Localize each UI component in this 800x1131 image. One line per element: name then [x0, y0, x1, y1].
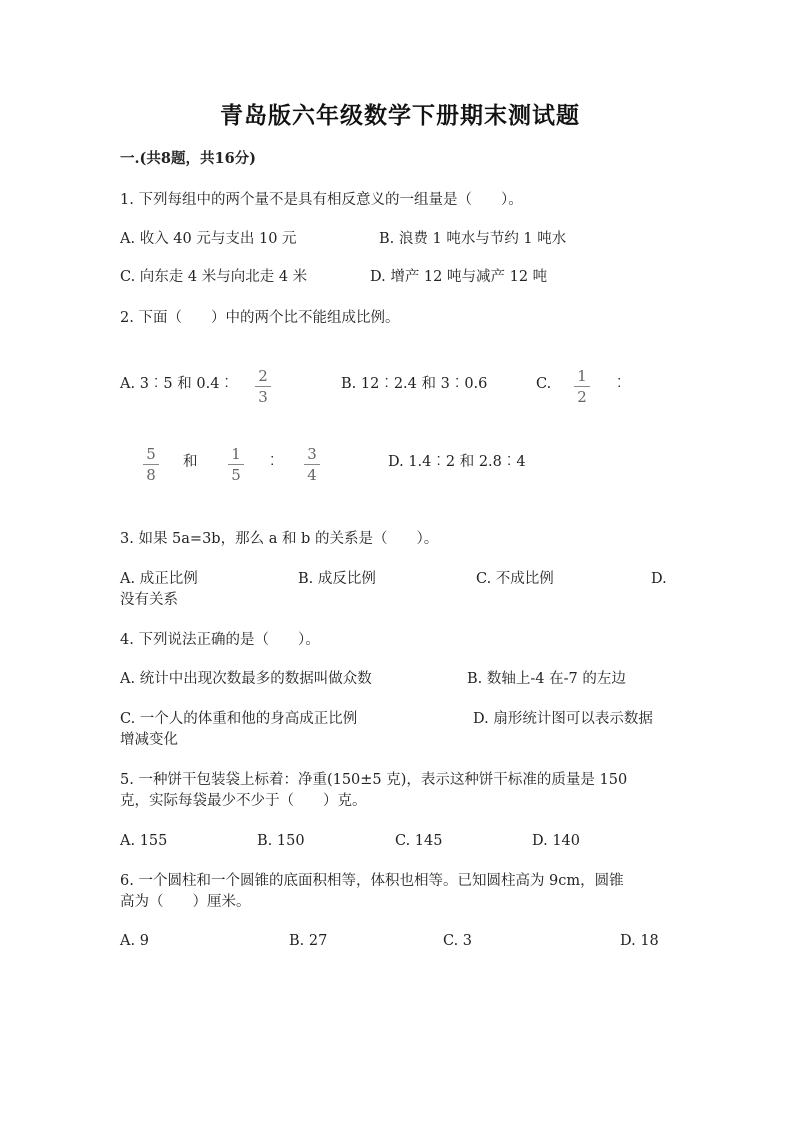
question-2-option-c-fraction-1 — [571, 368, 593, 405]
question-2-option-c-fraction-3 — [225, 446, 247, 483]
question-2-option-c-label: C. — [536, 376, 552, 392]
fraction-numerator: 1 — [231, 445, 241, 463]
question-2-stem: 2. 下面（ ）中的两个比不能组成比例。 — [120, 310, 400, 326]
fraction-numerator: 5 — [146, 445, 156, 463]
question-3-option-a: A. 成正比例 — [120, 571, 198, 587]
question-1-option-d: D. 增产 12 吨与减产 12 吨 — [370, 269, 548, 285]
ratio-colon: ︰ — [612, 376, 627, 392]
question-3-option-d-label: D. — [651, 571, 667, 587]
ratio-colon: ︰ — [265, 454, 280, 470]
question-3-stem: 3. 如果 5a=3b，那么 a 和 b 的关系是（ ）。 — [120, 531, 439, 547]
question-5-stem: 5. 一种饼干包装袋上标着：净重(150±5 克)，表示这种饼干标准的质量是 150 — [120, 772, 628, 788]
question-2-option-a-fraction — [252, 368, 274, 405]
fraction-denominator: 3 — [258, 388, 268, 406]
fraction-bar — [228, 464, 244, 465]
question-6-stem: 6. 一个圆柱和一个圆锥的底面积相等，体积也相等。已知圆柱高为 9cm，圆锥 — [120, 873, 624, 889]
question-5-option-b: B. 150 — [257, 833, 305, 849]
fraction-denominator: 2 — [577, 388, 587, 406]
question-3-option-b: B. 成反比例 — [298, 571, 376, 587]
fraction-bar — [255, 386, 271, 387]
question-1-stem: 1. 下列每组中的两个量不是具有相反意义的一组量是（ ）。 — [120, 192, 523, 208]
question-2-and: 和 — [183, 454, 198, 470]
question-3-option-c: C. 不成比例 — [476, 571, 554, 587]
question-3-option-d-text: 没有关系 — [120, 592, 178, 608]
question-5-option-c: C. 145 — [395, 833, 443, 849]
question-6-option-b: B. 27 — [289, 933, 328, 949]
page-title: 青岛版六年级数学下册期末测试题 — [220, 102, 580, 129]
fraction-numerator: 1 — [577, 367, 587, 385]
question-2-option-a-text: A. 3︰5 和 0.4︰ — [120, 376, 234, 392]
question-1-option-c: C. 向东走 4 米与向北走 4 米 — [120, 269, 308, 285]
section-heading: 一.(共8题，共16分) — [120, 150, 257, 167]
question-2-option-d: D. 1.4︰2 和 2.8︰4 — [388, 454, 526, 470]
question-4-option-c: C. 一个人的体重和他的身高成正比例 — [120, 711, 358, 727]
question-4-option-d-continued: 增减变化 — [120, 732, 178, 748]
fraction-numerator: 3 — [307, 445, 317, 463]
fraction-denominator: 8 — [146, 466, 156, 484]
fraction-numerator: 2 — [258, 367, 268, 385]
fraction-bar — [143, 464, 159, 465]
fraction-bar — [304, 464, 320, 465]
fraction-denominator: 4 — [307, 466, 317, 484]
question-5-option-d: D. 140 — [532, 833, 581, 849]
fraction-bar — [574, 386, 590, 387]
question-1-option-a: A. 收入 40 元与支出 10 元 — [120, 231, 297, 247]
question-4-option-b: B. 数轴上-4 在-7 的左边 — [467, 671, 626, 687]
question-6-stem-continued: 高为（ ）厘米。 — [120, 894, 251, 910]
question-1-option-b: B. 浪费 1 吨水与节约 1 吨水 — [379, 231, 567, 247]
question-6-option-c: C. 3 — [443, 933, 473, 949]
question-5-option-a: A. 155 — [120, 833, 168, 849]
question-2-option-c-fraction-2 — [140, 446, 162, 483]
fraction-denominator: 5 — [231, 466, 241, 484]
question-2-option-c-fraction-4 — [301, 446, 323, 483]
question-4-option-a: A. 统计中出现次数最多的数据叫做众数 — [120, 671, 372, 687]
question-6-option-a: A. 9 — [120, 933, 149, 949]
question-6-option-d: D. 18 — [620, 933, 659, 949]
question-4-option-d: D. 扇形统计图可以表示数据 — [473, 711, 653, 727]
question-2-option-b: B. 12︰2.4 和 3︰0.6 — [341, 376, 488, 392]
question-4-stem: 4. 下列说法正确的是（ ）。 — [120, 632, 320, 648]
question-5-stem-continued: 克，实际每袋最少不少于（ ）克。 — [120, 793, 367, 809]
